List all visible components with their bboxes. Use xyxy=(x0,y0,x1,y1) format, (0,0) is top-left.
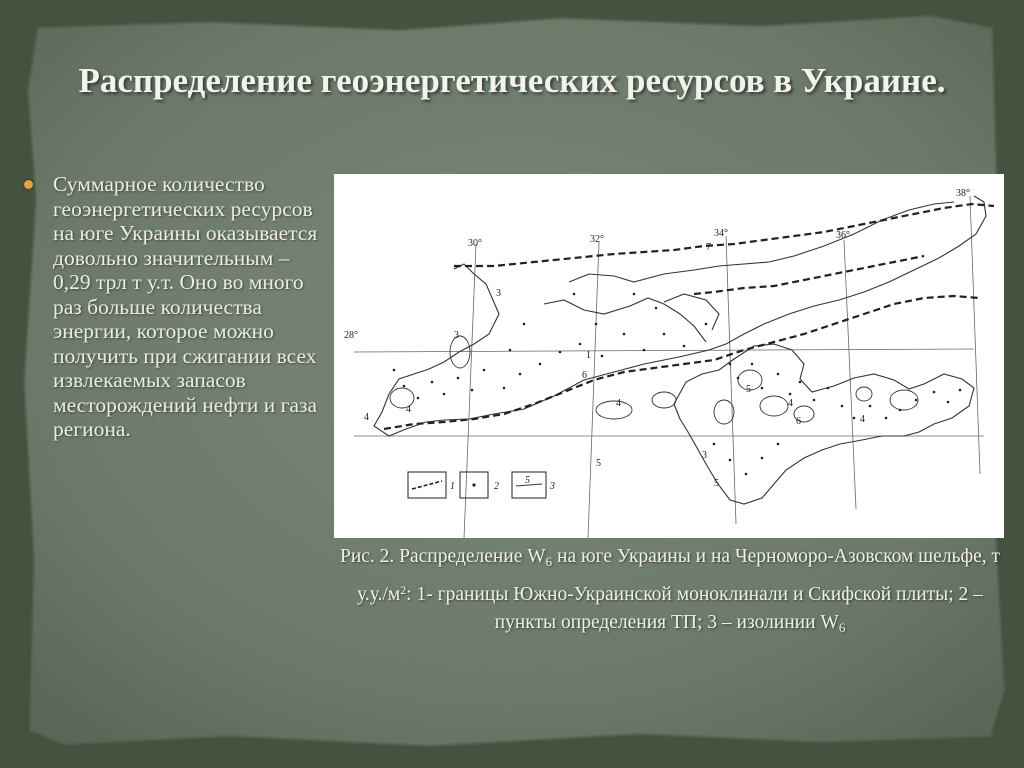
figure-caption xyxy=(338,543,1002,642)
caption-middle: на юге Украины и на Черноморо-Азовском шельфе, т у.у./м xyxy=(357,546,1001,605)
map-svg xyxy=(334,174,1004,538)
legend-isoline-value: 5 xyxy=(525,475,530,486)
isoline-label: 5 xyxy=(714,478,719,489)
isoline-label: 4 xyxy=(788,398,793,409)
meridian-label: 28° xyxy=(344,330,358,341)
isoline-label: 1 xyxy=(586,350,591,361)
isoline-label: 6 xyxy=(582,370,587,381)
isoline-label: 4 xyxy=(860,414,865,425)
bullet-dot-icon xyxy=(24,180,33,189)
meridian-label: 34° xyxy=(714,228,728,239)
isoline-label: 5 xyxy=(746,384,751,395)
meridian-label: 38° xyxy=(956,188,970,199)
legend-label-1: 1 xyxy=(450,481,455,492)
isoline-label: 3 xyxy=(454,330,459,341)
geo-map-figure xyxy=(334,174,1004,538)
meridian-label: 30° xyxy=(468,238,482,249)
isoline-label: 4 xyxy=(616,398,621,409)
isoline-label: 3 xyxy=(702,450,707,461)
caption-rest: : 1- границы Южно-Украинской моноклинали и Скифской плиты; 2 – пункты определения ТП; 3 – изолинии W xyxy=(406,584,983,633)
meridian-label: 36° xyxy=(836,230,850,241)
caption-sub-w6-end: 6 xyxy=(838,620,846,635)
caption-sup-m2: 2 xyxy=(400,583,407,597)
map-legend xyxy=(408,472,555,498)
isoline-label: 4 xyxy=(406,404,411,415)
legend-label-3: 3 xyxy=(550,481,555,492)
caption-prefix: Рис. 2. Распределение W xyxy=(339,546,546,567)
isoline-label: 6 xyxy=(796,416,801,427)
caption-sub-w6: 6 xyxy=(545,554,553,569)
slide-title: Распределение геоэнергетических ресурсов в Украине. xyxy=(78,61,946,100)
isoline-label: 4 xyxy=(364,412,369,423)
bullet-text: Суммарное количество геоэнергетических ресурсов на юге Украины оказывается довольно значительным – 0,29 трл т у.т. Оно во много раз больше количества энергии, которое можно получить при сжигании всех извлекаемых запасов месторождений нефти и газа региона. xyxy=(53,172,318,441)
meridian-label: 32° xyxy=(590,234,604,245)
bullet-list xyxy=(22,172,328,442)
isoline-label: 5 xyxy=(596,458,601,469)
legend-label-2: 2 xyxy=(494,481,499,492)
isoline-label: 7 xyxy=(706,242,711,253)
isoline-label: 3 xyxy=(496,288,501,299)
